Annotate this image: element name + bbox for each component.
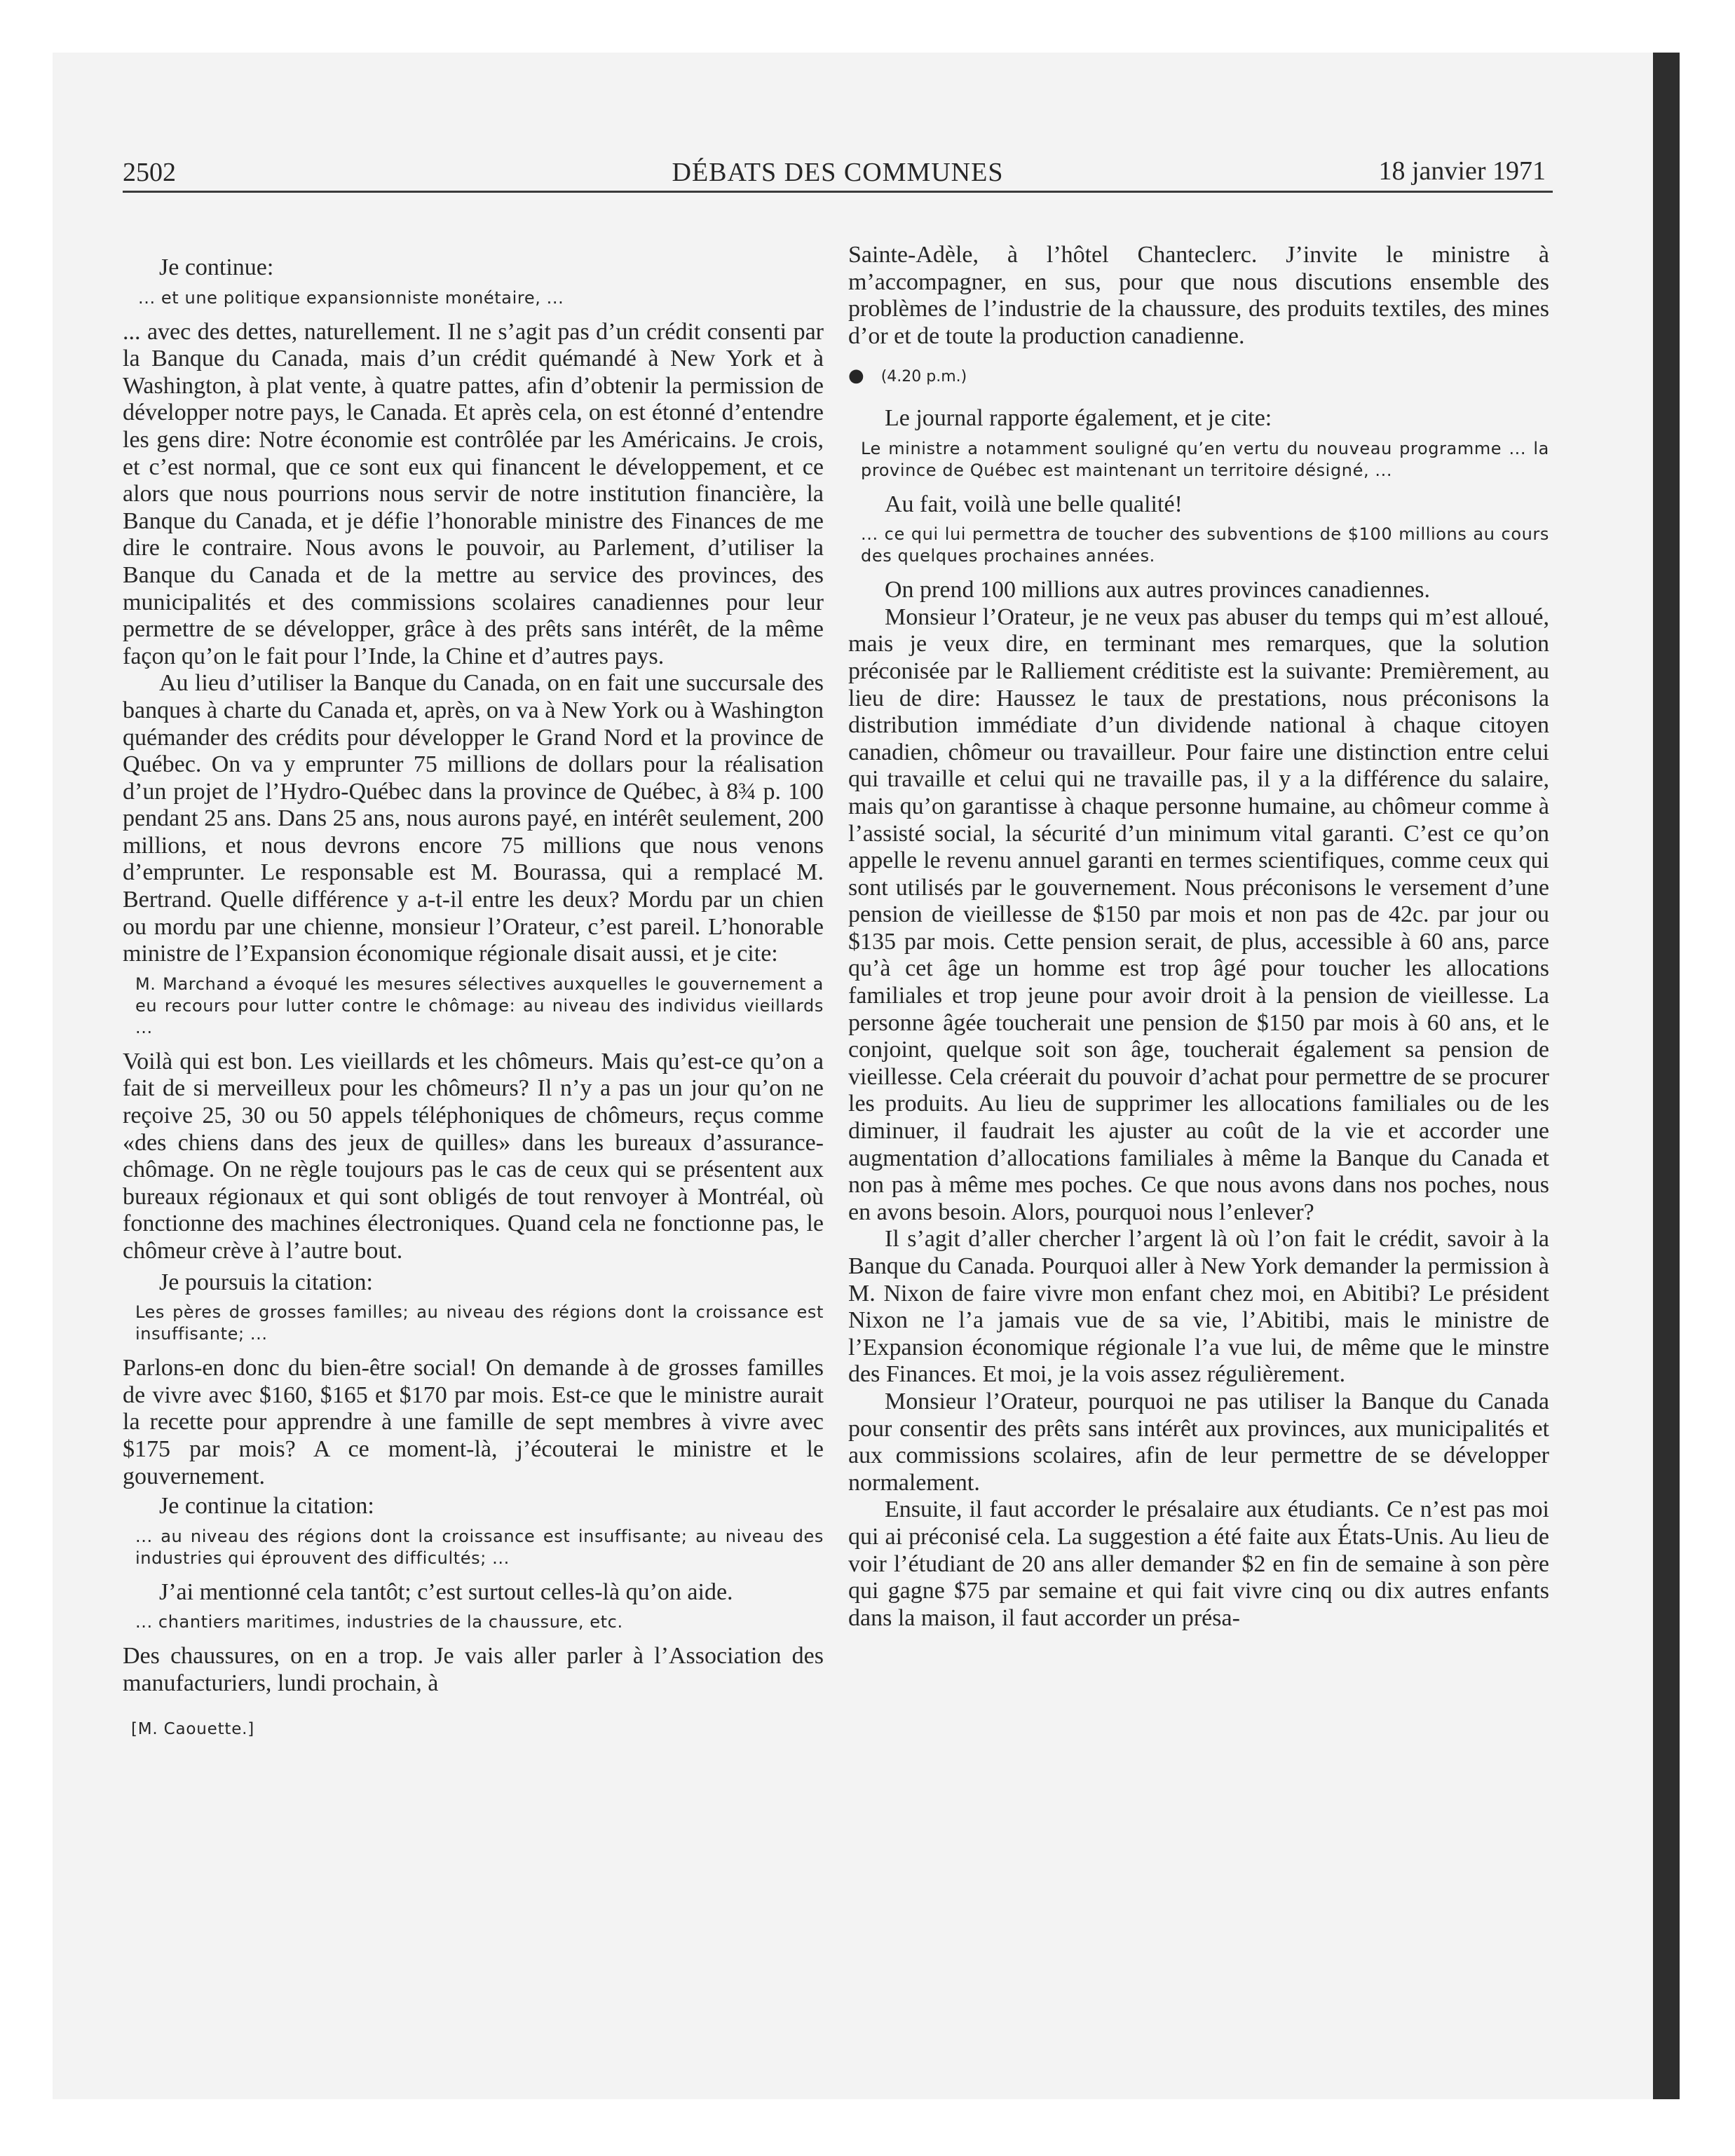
- speaker-attribution: [M. Caouette.]: [131, 1719, 255, 1738]
- paragraph: Le journal rapporte également, et je cite:: [885, 404, 1272, 431]
- scan-edge: [1653, 53, 1680, 2099]
- time-marker: [848, 362, 1549, 391]
- paragraph: Des chaussures, on en a trop. Je vais aller parler à l’Association des manufacturiers, lundi prochain, à: [123, 1643, 824, 1696]
- quotation: ... au niveau des régions dont la croissance est insuffisante; au niveau des industries qui éprouvent des difficultés; ...: [135, 1526, 824, 1568]
- left-column: [123, 249, 824, 1742]
- paragraph: On prend 100 millions aux autres provinces canadiennes.: [885, 577, 1431, 603]
- page-header: [123, 153, 1553, 193]
- quotation: ... ce qui lui permettra de toucher des subventions de $100 millions au cours des quelques prochaines années.: [861, 524, 1549, 566]
- paragraph: Au lieu d’utiliser la Banque du Canada, on en fait une succursale des banques à charte du Canada et, après, on va à New York ou à Washington quémander des crédits pour développer le Grand Nord et la province de Québec. On va y emprunter 75 millions de dollars pour la réalisation d’un projet de l’Hydro-Québec dans la province de Québec, à 8¾ p. 100 pendant 25 ans. Dans 25 ans, nous aurons payé, en intérêt seulement, 200 millions, et nous devrons encore 75 millions que nous venons d’emprunter. Le responsable est M. Bourassa, qui a remplacé M. Bertrand. Quelle différence y a-t-il entre les deux? Mordu par un chien ou mordu par une chienne, monsieur l’Orateur, c’est pareil. L’honorable ministre de l’Expansion économique régionale disait aussi, et je cite:: [123, 670, 824, 967]
- paragraph: Je poursuis la citation:: [159, 1269, 374, 1295]
- paragraph: ... avec des dettes, naturellement. Il ne s’agit pas d’un crédit consenti par la Banque du Canada, mais d’un crédit quémandé à New York et à Washington, à plat vente, à quatre pattes, afin d’obtenir la permission de développer notre pays, le Canada. Et après cela, on est étonné d’entendre les gens dire: Notre économie est contrôlée par les Américains. Je crois, et c’est normal, que ce sont eux qui financent le développement, et ce alors que nous pourrions nous servir de notre institution financière, la Banque du Canada, et je défie l’honorable ministre des Finances de me dire le contraire. Nous avons le pouvoir, au Parlement, d’utiliser la Banque du Canada et de la mettre au service des provinces, des municipalités et des commissions scolaires canadiennes pour leur permettre de se développer, grâce à des prêts sans intérêt, de la même façon qu’on le fait pour l’Inde, la Chine et d’autres pays.: [123, 318, 824, 669]
- paragraph: Voilà qui est bon. Les vieillards et les chômeurs. Mais qu’est-ce qu’on a fait de si merveilleux pour les chômeurs? Il n’y a pas un jour qu’on ne reçoive 25, 30 ou 50 appels téléphoniques de chômeurs, reçus comme «des chiens dans des jeux de quilles» dans les bureaux d’assurance-chômage. On ne règle toujours pas le cas de ceux qui se présentent aux bureaux régionaux et qui sont obligés de tout renvoyer à Montréal, où fonctionne des machines électroniques. Quand cela ne fonctionne pas, le chômeur crève à l’autre bout.: [123, 1048, 824, 1264]
- paragraph: Je continue la citation:: [159, 1493, 374, 1520]
- quotation: Le ministre a notamment souligné qu’en vertu du nouveau programme ... la province de Québec est maintenant un territoire désigné, ...: [861, 438, 1549, 480]
- paragraph: Parlons-en donc du bien-être social! On demande à de grosses familles de vivre avec $160, $165 et $170 par mois. Est-ce que le ministre aurait la recette pour apprendre à une famille de sept membres à vivre avec $175 par mois? A ce moment-là, j’écouterai le ministre et le gouvernement.: [123, 1355, 824, 1489]
- paragraph: Monsieur l’Orateur, je ne veux pas abuser du temps qui m’est alloué, mais je veux dire, en terminant mes remarques, que la solution préconisée par le Ralliement créditiste est la suivante: Premièrement, au lieu de dire: Haussez le taux de prestations, nous préconisons la distribution immédiate d’un dividende national à chaque citoyen canadien, chômeur ou travailleur. Pour faire une distinction entre celui qui travaille et celui qui ne travaille pas, il y a la différence du salaire, mais qu’on garantisse à chaque personne humaine, au chômeur comme à l’assisté social, la sécurité d’un minimum vital garanti. C’est ce qu’on appelle le revenu annuel garanti en termes scientifiques, comme ceux qui sont utilisés par le gouvernement. Nous préconisons le versement d’une pension de vieillesse de $150 par mois et non pas de 42c. par jour ou $135 par mois. Cette pension serait, de plus, accessible à 60 ans, parce qu’à cet âge un homme est trop âgé pour toucher les allocations familiales et trop jeune pour avoir droit à la pension de vieillesse. La personne âgée toucherait une pension de $150 par mois à 60 ans, et le conjoint, quelque soit son âge, toucherait également sa pension de vieillesse. Cela créerait du pouvoir d’achat pour permettre de se procurer les produits. Au lieu de supprimer les allocations familiales ou de les diminuer, il faudrait les ajuster au coût de la vie et accorder une augmentation d’allocations familiales à même la Banque du Canada et non pas à même mes poches. Ce que nous avons dans nos poches, nous en avons besoin. Alors, pourquoi nous l’enlever?: [848, 603, 1549, 1225]
- paragraph: Au fait, voilà une belle qualité!: [885, 491, 1183, 517]
- paragraph: Ensuite, il faut accorder le présalaire aux étudiants. Ce n’est pas moi qui ai préconisé cela. La suggestion a été faite aux États-Unis. Au lieu de voir l’étudiant de 20 ans aller demander $2 en fin de semaine à son père qui gagne $75 par semaine et qui fait vivre cinq ou dix autres enfants dans la maison, il faut accorder un présa-: [848, 1496, 1549, 1631]
- paragraph: [848, 242, 1549, 350]
- paragraph: Je continue:: [159, 254, 274, 280]
- paragraph: Il s’agit d’aller chercher l’argent là où l’on fait le crédit, savoir à la Banque du Canada. Pourquoi aller à New York demander la permission à M. Nixon de faire vivre mon enfant chez moi, en Abitibi? Le président Nixon ne l’a jamais vue de sa vie, l’Abitibi, mais le ministre de l’Expansion économique régionale l’a vue lui, de même que le minstre des Finances. Et moi, je la vois assez régulièrement.: [848, 1226, 1549, 1388]
- right-column: [848, 242, 1549, 1632]
- quotation: Les pères de grosses familles; au niveau des régions dont la croissance est insuffisante; ...: [135, 1302, 824, 1344]
- quotation: ... chantiers maritimes, industries de la chaussure, etc.: [135, 1612, 623, 1632]
- page-number: 2502: [123, 158, 176, 187]
- paragraph: Monsieur l’Orateur, pourquoi ne pas utiliser la Banque du Canada pour consentir des prêts sans intérêt aux provinces, aux municipalités et aux commissions scolaires, afin de leur permettre de se développer normalement.: [848, 1388, 1549, 1496]
- paragraph-text: Sainte-Adèle, à l’hôtel Chanteclerc. J’invite le ministre à m’accompagner, en sus, pour que nous discutions ensemble des problèmes de l’industrie de la chaussure, des produits textiles, des mines d’or et de toute la production canadienne.: [848, 242, 1549, 349]
- time-stamp: (4.20 p.m.): [880, 368, 967, 386]
- publication-title: DÉBATS DES COMMUNES: [672, 158, 1004, 187]
- quotation: M. Marchand a évoqué les mesures sélectives auxquelles le gouvernement a eu recours pour lutter contre le chômage: au niveau des individus vieillards ...: [135, 974, 824, 1037]
- bullet-icon: ●: [848, 365, 864, 387]
- quotation: ... et une politique expansionniste monétaire, ...: [138, 287, 564, 308]
- page-date: 18 janvier 1971: [1378, 156, 1546, 186]
- paragraph: J’ai mentionné cela tantôt; c’est surtout celles-là qu’on aide.: [159, 1578, 733, 1605]
